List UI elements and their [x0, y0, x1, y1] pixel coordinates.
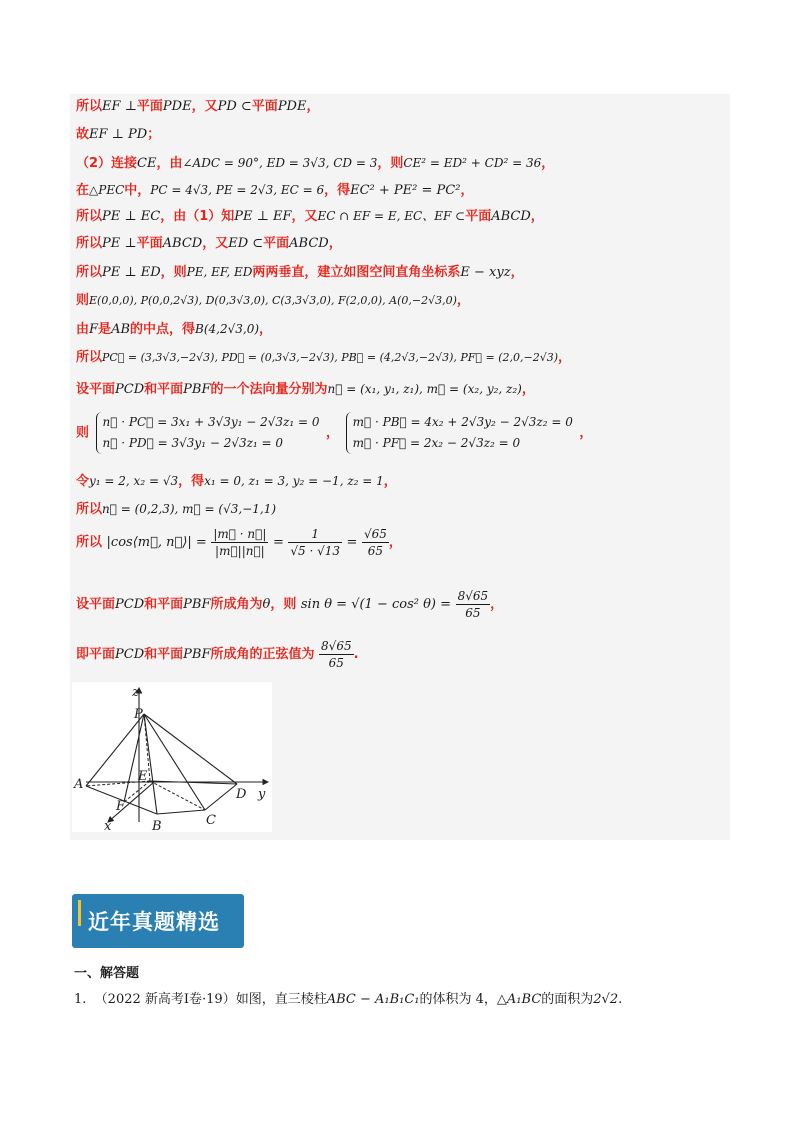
solution-line-8: 则E(0,0,0), P(0,0,2√3), D(0,3√3,0), C(3,3√3,0), F(2,0,0), A(0,−2√3,0)，: [76, 293, 470, 308]
solution-line-11: 设平面PCD和平面PBF的一个法向量分别为n⃗ = (x₁, y₁, z₁), m⃗ = (x₂, y₂, z₂)，: [76, 382, 535, 397]
label-F: F: [116, 799, 126, 814]
label-x: x: [104, 819, 112, 832]
fraction-abs-dot: $\frac{|m⃗ \cdot n⃗|}{|m⃗||n⃗|}$: [213, 527, 267, 558]
solution-line-2: 故EF ⊥ PD；: [76, 127, 161, 142]
label-y: y: [258, 787, 266, 802]
geometry-figure: [72, 682, 272, 832]
label-z: z: [132, 685, 139, 700]
label-D: D: [236, 787, 247, 802]
fraction-one-over-roots: $\frac{1}{√5 \cdot √13}$: [290, 527, 341, 558]
fraction-cos-result: $\frac{√65}{65}$: [363, 527, 387, 558]
section-title: 近年真题精选: [88, 910, 220, 934]
solution-line-15: 所以 |cos⟨m⃗, n⃗⟩| = $\frac{|m⃗ \cdot n⃗|}{|m⃗||n⃗|}$ = $\frac{1}{√5 \cdot √13}$ = $\frac{√65}{65}$ ，: [76, 527, 402, 558]
solution-line-16: 设平面PCD和平面PBF所成角为θ，则 sin θ = √(1 − cos² θ) = $\frac{8√65}{65}$ ，: [76, 589, 504, 620]
label-A: A: [74, 777, 84, 792]
label-P: P: [134, 707, 143, 722]
pyramid-diagram: [72, 682, 272, 832]
equation-system-pcd: n⃗ · PC⃗ = 3x₁ + 3√3y₁ − 2√3z₁ = 0 n⃗ · PD⃗ = 3√3y₁ − 2√3z₁ = 0: [96, 412, 320, 454]
solution-line-4: 在△PEC中，PC = 4√3, PE = 2√3, EC = 6，得EC² + PE² = PC²，: [76, 183, 474, 198]
solution-line-17: 即平面PCD和平面PBF所成角的正弦值为 $\frac{8√65}{65}$ .: [76, 639, 359, 670]
label-E: E: [138, 769, 148, 784]
solution-line-13: 令y₁ = 2, x₂ = √3，得x₁ = 0, z₁ = 3, y₂ = −1, z₂ = 1，: [76, 474, 397, 489]
label-C: C: [206, 813, 216, 828]
solution-line-5: 所以PE ⊥ EC，由（1）知PE ⊥ EF，又EC ∩ EF = E, EC、EF ⊂平面ABCD，: [76, 209, 544, 224]
equation-system-pbf: m⃗ · PB⃗ = 4x₂ + 2√3y₂ − 2√3z₂ = 0 m⃗ · PF⃗ = 2x₂ − 2√3z₂ = 0: [346, 412, 573, 454]
question-1: 1. （2022 新高考Ⅰ卷·19）如图，直三棱柱ABC − A₁B₁C₁的体积为 4，△A₁BC的面积为2√2.: [74, 992, 623, 1007]
label-B: B: [152, 819, 162, 832]
section-banner: [72, 894, 244, 948]
solution-line-1: 所以EF ⊥平面PDE，又PD ⊂平面PDE，: [76, 99, 320, 114]
x-axis: [108, 782, 154, 822]
fraction-final-answer: $\frac{8√65}{65}$: [321, 639, 352, 670]
solution-line-3: （2）连接CE，由∠ADC = 90°, ED = 3√3, CD = 3，则CE² = ED² + CD² = 36，: [76, 156, 555, 171]
solution-line-7: 所以PE ⊥ ED，则PE, EF, ED两两垂直，建立如图空间直角坐标系E − xyz，: [76, 265, 524, 280]
fraction-sin-result: $\frac{8√65}{65}$: [457, 589, 489, 620]
solution-line-12: 则 n⃗ · PC⃗ = 3x₁ + 3√3y₁ − 2√3z₁ = 0 n⃗ · PD⃗ = 3√3y₁ − 2√3z₁ = 0 ， m⃗ · PB⃗ = 4x₂ + 2√3y₂ − 2√3z₂ = 0 m⃗ · PF⃗ = 2x₂ − 2√3z₂ = 0 ，: [76, 412, 592, 454]
question-type-heading: 一、解答题: [74, 966, 140, 981]
solution-line-9: 由F是AB的中点，得B(4,2√3,0)，: [76, 322, 273, 337]
solution-line-14: 所以n⃗ = (0,2,3), m⃗ = (√3,−1,1): [76, 502, 277, 517]
banner-accent-bar: [78, 900, 81, 926]
solution-line-6: 所以PE ⊥平面ABCD，又ED ⊂平面ABCD，: [76, 236, 342, 251]
solution-line-10: 所以PC⃗ = (3,3√3,−2√3), PD⃗ = (0,3√3,−2√3), PB⃗ = (4,2√3,−2√3), PF⃗ = (2,0,−2√3)，: [76, 350, 572, 365]
